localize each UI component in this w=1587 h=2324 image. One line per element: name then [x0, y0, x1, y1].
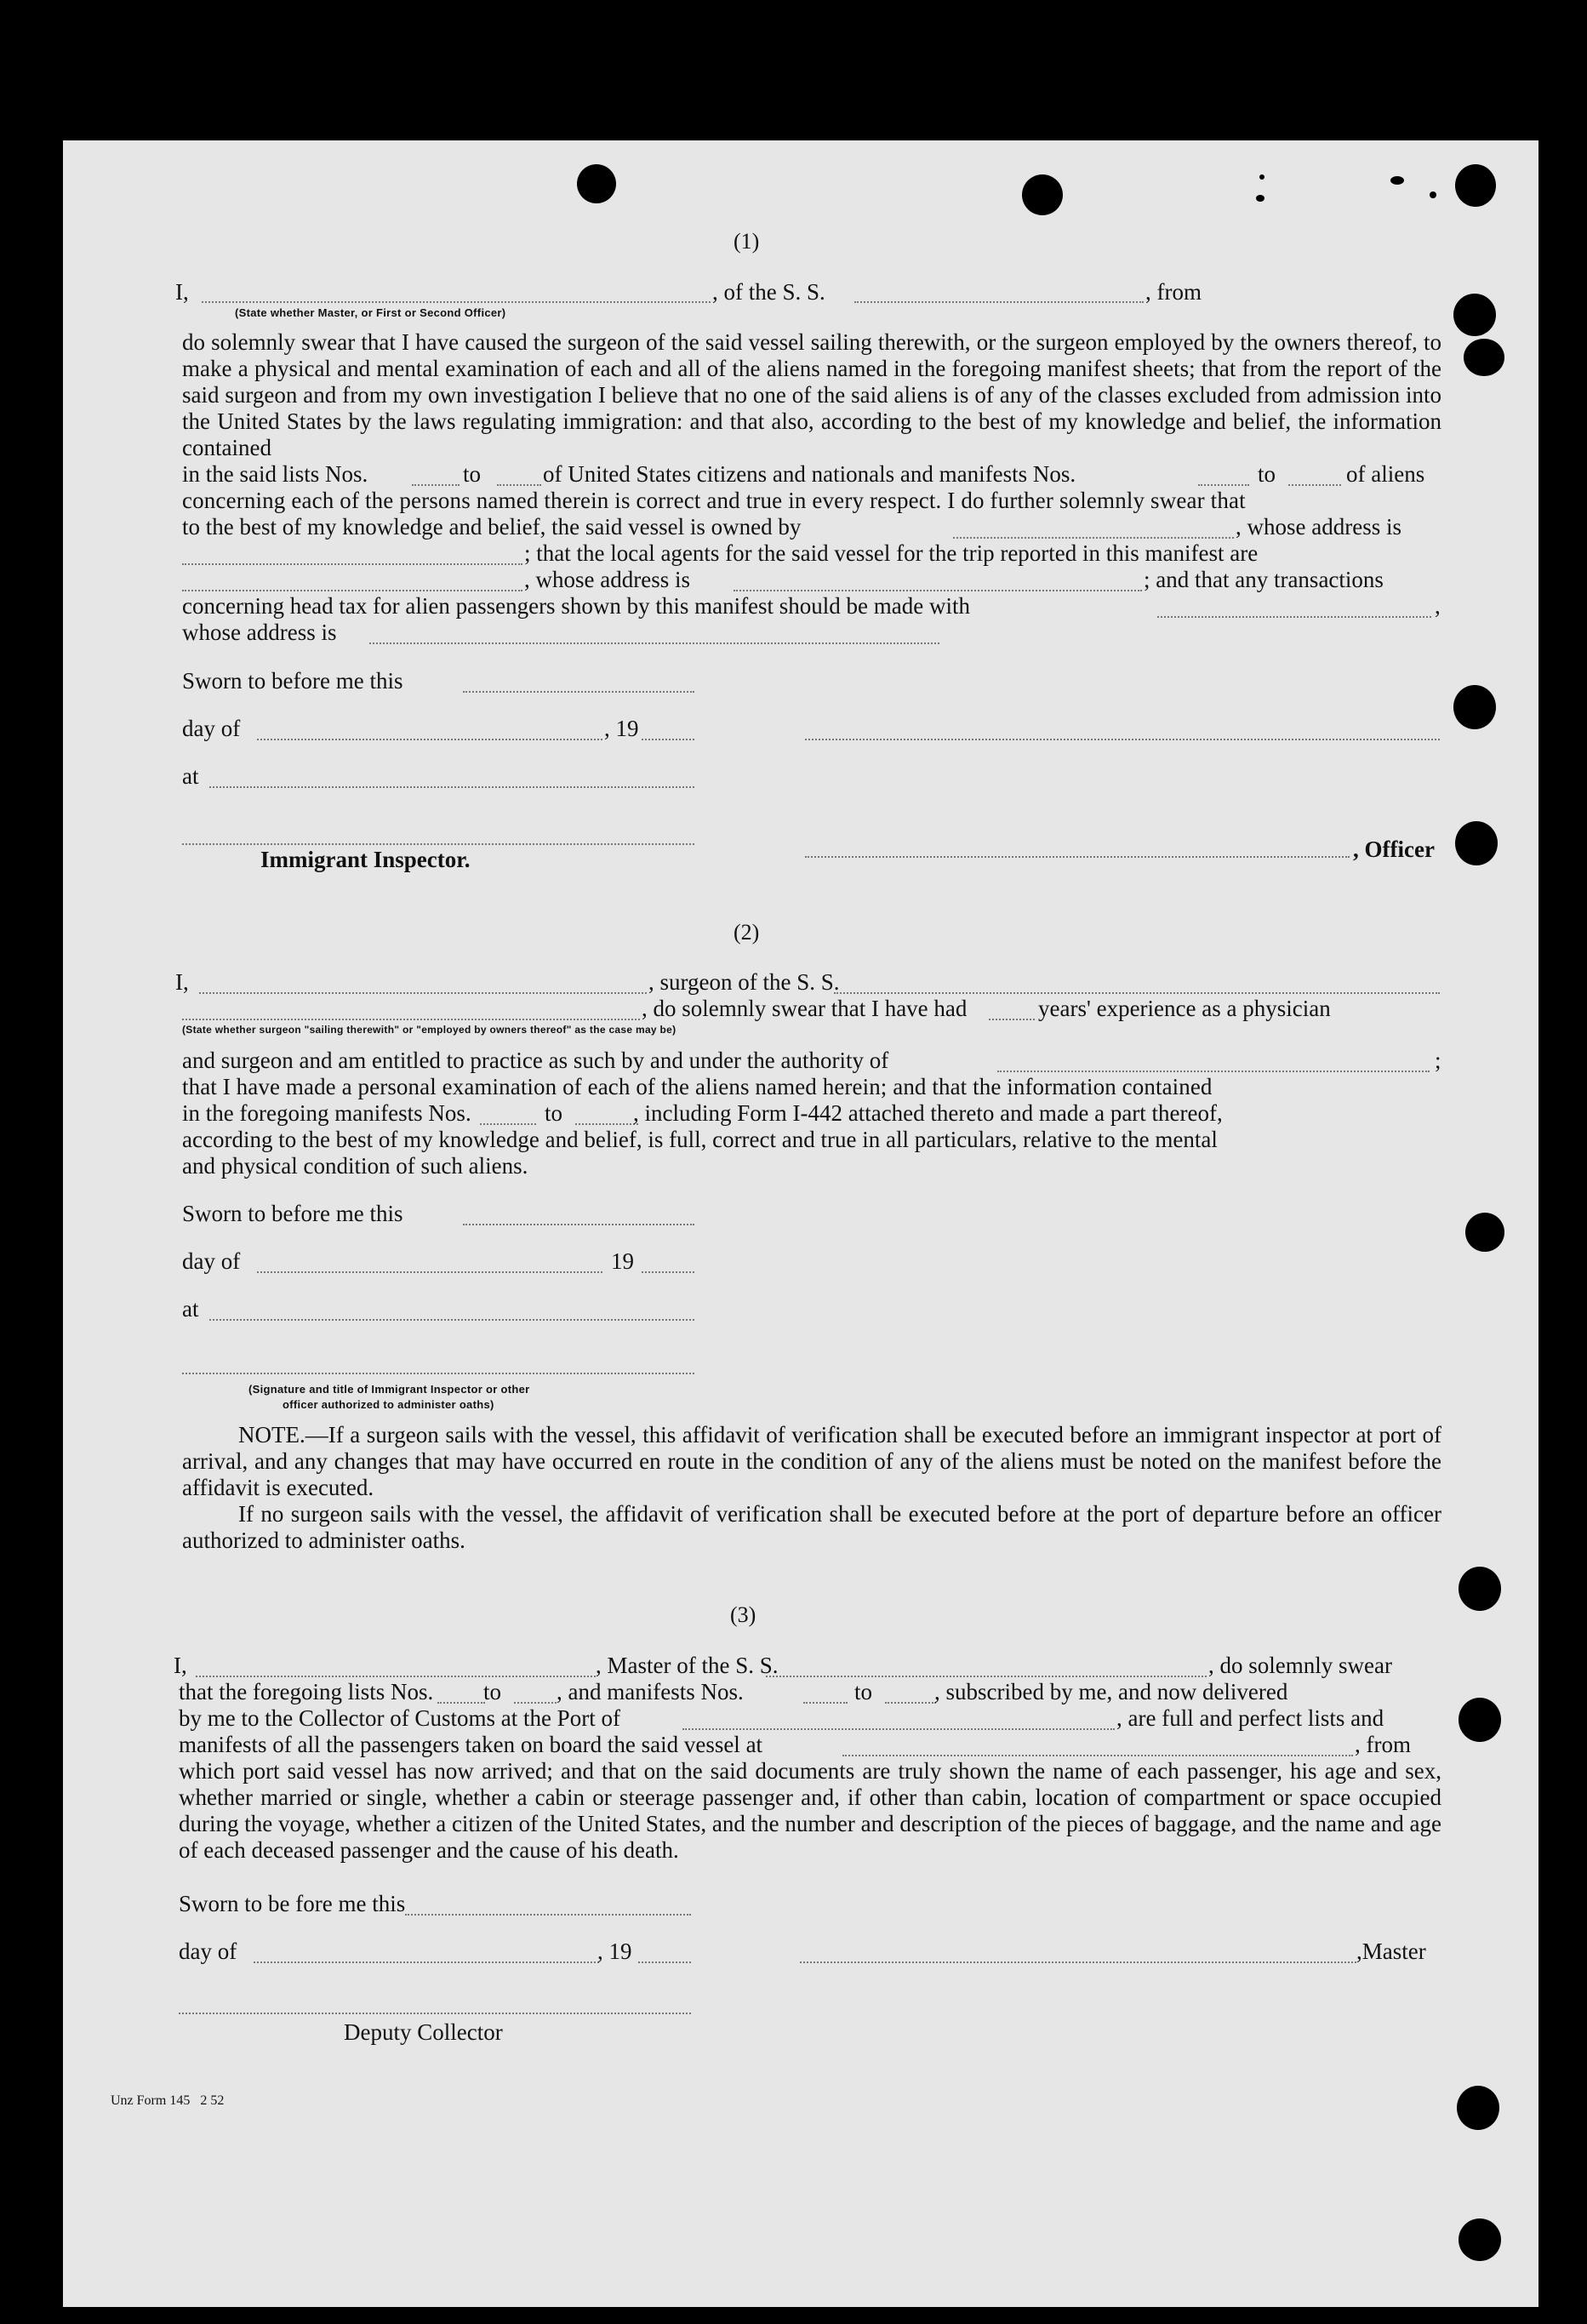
section-number: (3): [730, 1602, 756, 1627]
blank-line: [514, 1702, 557, 1704]
text-sworn: Sworn to be fore me this: [179, 1891, 406, 1916]
text-manifests-nos: , and manifests Nos.: [557, 1679, 744, 1704]
blank-line: [1157, 616, 1431, 618]
blank-line: [257, 1271, 602, 1273]
blank-line: [182, 563, 522, 565]
text-of-ss: , of the S. S.: [712, 279, 825, 305]
text-full-lists: , are full and perfect lists and: [1116, 1705, 1384, 1731]
text-according: according to the best of my knowledge and belief, is full, correct and true in all particulars, relative to the mental: [182, 1127, 1218, 1152]
text-foregoing-lists: that the foregoing lists Nos.: [179, 1679, 434, 1704]
punch-hole: [1453, 294, 1496, 336]
blank-line: [412, 484, 460, 486]
text-day-of: day of: [179, 1939, 237, 1964]
blank-line: [834, 992, 1440, 994]
punch-hole: [577, 164, 616, 203]
text-local-agents: ; that the local agents for the said vessel for the trip reported in this manifest are: [524, 540, 1259, 566]
caption-signature: (Signature and title of Immigrant Inspector or other: [248, 1383, 530, 1396]
text-surgeon-of: , surgeon of the S. S.: [648, 969, 840, 995]
blank-line: [202, 301, 711, 303]
blank-line: [182, 1019, 640, 1020]
text-year: , 19: [604, 716, 639, 741]
text-deputy-collector: Deputy Collector: [344, 2019, 503, 2045]
punch-hole: [1022, 174, 1063, 215]
blank-line: [854, 301, 1144, 303]
text-year: 19: [611, 1248, 634, 1274]
text-personal-exam: that I have made a personal examination of each of the aliens named herein; and that the information contained: [182, 1074, 1213, 1099]
punch-hole: [1459, 2218, 1501, 2261]
blank-line: [1198, 484, 1249, 486]
punch-hole: [1459, 1698, 1501, 1742]
blank-line: [997, 1071, 1430, 1072]
signature-line: [800, 1961, 1356, 1963]
paragraph-note: NOTE.—If a surgeon sails with the vessel, this affidavit of verification shall be executed before an immigrant inspector at port of arrival, and any changes that may have occurred en route in the condition of any of the aliens must be noted on the manifest before the affidavit is executed.: [182, 1422, 1441, 1500]
text-to: to: [483, 1679, 502, 1704]
text-from: , from: [1355, 1732, 1411, 1757]
text-sworn: Sworn to before me this: [182, 1201, 403, 1226]
text-day-of: day of: [182, 1248, 241, 1274]
speck: [1256, 195, 1264, 202]
text-comma: ,: [1435, 593, 1441, 619]
blank-line: [497, 484, 541, 486]
text-of-aliens: of aliens: [1346, 461, 1425, 487]
text-lists: in the said lists Nos.: [182, 461, 368, 487]
text-authority: and surgeon and am entitled to practice as such by and under the authority of: [182, 1048, 889, 1073]
text-years: years' experience as a physician: [1038, 996, 1331, 1021]
caption-signature: officer authorized to administer oaths): [283, 1398, 494, 1411]
blank-line: [463, 1224, 694, 1225]
blank-line: [766, 1676, 1207, 1677]
blank-line: [182, 590, 522, 591]
blank-line: [369, 642, 939, 644]
text-to: to: [545, 1100, 563, 1126]
punch-hole: [1459, 1567, 1501, 1611]
blank-line: [642, 1271, 694, 1273]
paragraph-oath: do solemnly swear that I have caused the surgeon of the said vessel sailing therewith, or the surgeon employed by the owners thereof, to make a physical and mental examination of each and all of the aliens named in the foregoing manifest sheets; that from the report of the said surgeon and from my own investigation I believe that no one of the said aliens is of any of the classes excluded from admission into the United States by the laws regulating immigration: and that also, according to the best of my knowledge and belief, the information contained: [182, 329, 1441, 460]
text-whose-address: , whose address is: [524, 567, 690, 592]
blank-line: [989, 1019, 1035, 1020]
text-sworn: Sworn to before me this: [182, 668, 403, 694]
blank-line: [209, 786, 694, 788]
blank-line: [196, 1676, 596, 1677]
text-do-swear: , do solemnly swear that I have had: [642, 996, 968, 1021]
blank-line: [638, 1961, 691, 1963]
text-subscribed: , subscribed by me, and now delivered: [934, 1679, 1288, 1704]
blank-line: [953, 537, 1234, 539]
blank-line: [642, 739, 694, 740]
blank-line: [575, 1123, 638, 1125]
punch-hole: [1455, 164, 1496, 207]
text-collector: by me to the Collector of Customs at the Port of: [179, 1705, 620, 1731]
text-i: I,: [174, 1653, 187, 1678]
caption-surgeon: (State whether surgeon "sailing therewith" or "employed by owners thereof" as the case may be): [182, 1024, 676, 1036]
text-year: , 19: [597, 1939, 632, 1964]
punch-hole: [1464, 339, 1504, 376]
signature-line: [182, 1373, 694, 1374]
form-number: Unz Form 145 2 52: [111, 2093, 225, 2108]
blank-line: [734, 590, 1142, 591]
caption-officer: (State whether Master, or First or Second Officer): [235, 306, 506, 319]
text-citizens: of United States citizens and nationals and manifests Nos.: [543, 461, 1076, 487]
section-number: (2): [734, 920, 760, 945]
punch-hole: [1453, 685, 1496, 729]
paragraph-documents: which port said vessel has now arrived; and that on the said documents are truly shown the name of each passenger, his age and sex, whether married or single, whether a cabin or steerage passenger and, if other than cabin, location of compartment or space occupied during the voyage, whether a citizen of the United States, and the number and description of the pieces of baggage, and the name and age of each deceased passenger and the cause of his death.: [179, 1758, 1441, 1863]
text-concerning: concerning each of the persons named therein is correct and true in every respect. I do further solemnly swear that: [182, 488, 1246, 513]
text-day-of: day of: [182, 716, 241, 741]
punch-hole: [1465, 1213, 1504, 1252]
text-transactions: ; and that any transactions: [1144, 567, 1384, 592]
blank-line: [405, 1914, 691, 1916]
speck: [1390, 176, 1404, 185]
text-semicolon: ;: [1435, 1048, 1441, 1073]
text-at: at: [182, 1296, 199, 1322]
blank-line: [257, 739, 602, 740]
blank-line: [254, 1961, 599, 1963]
text-from: , from: [1145, 279, 1202, 305]
signature-line: [182, 843, 694, 845]
form-page: [63, 140, 1538, 2307]
blank-line: [209, 1319, 694, 1321]
text-owned: to the best of my knowledge and belief, the said vessel is owned by: [182, 514, 802, 540]
text-head-tax: concerning head tax for alien passengers shown by this manifest should be made with: [182, 593, 971, 619]
paragraph-note: If no surgeon sails with the vessel, the affidavit of verification shall be executed before at the port of departure before an officer authorized to administer oaths.: [182, 1501, 1441, 1553]
blank-line: [437, 1702, 485, 1704]
text-i: I,: [175, 279, 189, 305]
text-whose-address: whose address is: [182, 620, 337, 645]
signature-line: [805, 739, 1440, 740]
text-physical-condition: and physical condition of such aliens.: [182, 1153, 528, 1179]
text-to: to: [1258, 461, 1276, 487]
text-form-i442: , including Form I-442 attached thereto and made a part thereof,: [633, 1100, 1223, 1126]
section-number: (1): [734, 229, 760, 254]
punch-hole: [1455, 821, 1498, 865]
text-to: to: [463, 461, 482, 487]
blank-line: [842, 1755, 1353, 1756]
text-immigrant-inspector: Immigrant Inspector.: [260, 847, 471, 872]
blank-line: [480, 1123, 536, 1125]
text-master: ,Master: [1356, 1939, 1426, 1964]
blank-line: [199, 992, 647, 994]
blank-line: [1288, 484, 1341, 486]
text-manifests: in the foregoing manifests Nos.: [182, 1100, 471, 1126]
text-officer: , Officer: [1353, 837, 1435, 862]
text-i: I,: [175, 969, 189, 995]
text-at: at: [182, 763, 199, 789]
signature-line: [179, 2013, 691, 2014]
blank-line: [885, 1702, 936, 1704]
blank-line: [463, 691, 694, 693]
signature-line: [805, 856, 1350, 858]
text-to: to: [854, 1679, 873, 1704]
speck: [1430, 191, 1436, 198]
blank-line: [682, 1728, 1115, 1730]
text-do-swear: , do solemnly swear: [1208, 1653, 1392, 1678]
text-master-of: , Master of the S. S.: [596, 1653, 779, 1678]
blank-line: [803, 1702, 848, 1704]
text-whose-address: , whose address is: [1236, 514, 1401, 540]
text-passengers: manifests of all the passengers taken on board the said vessel at: [179, 1732, 763, 1757]
speck: [1259, 174, 1264, 180]
punch-hole: [1457, 2086, 1499, 2130]
